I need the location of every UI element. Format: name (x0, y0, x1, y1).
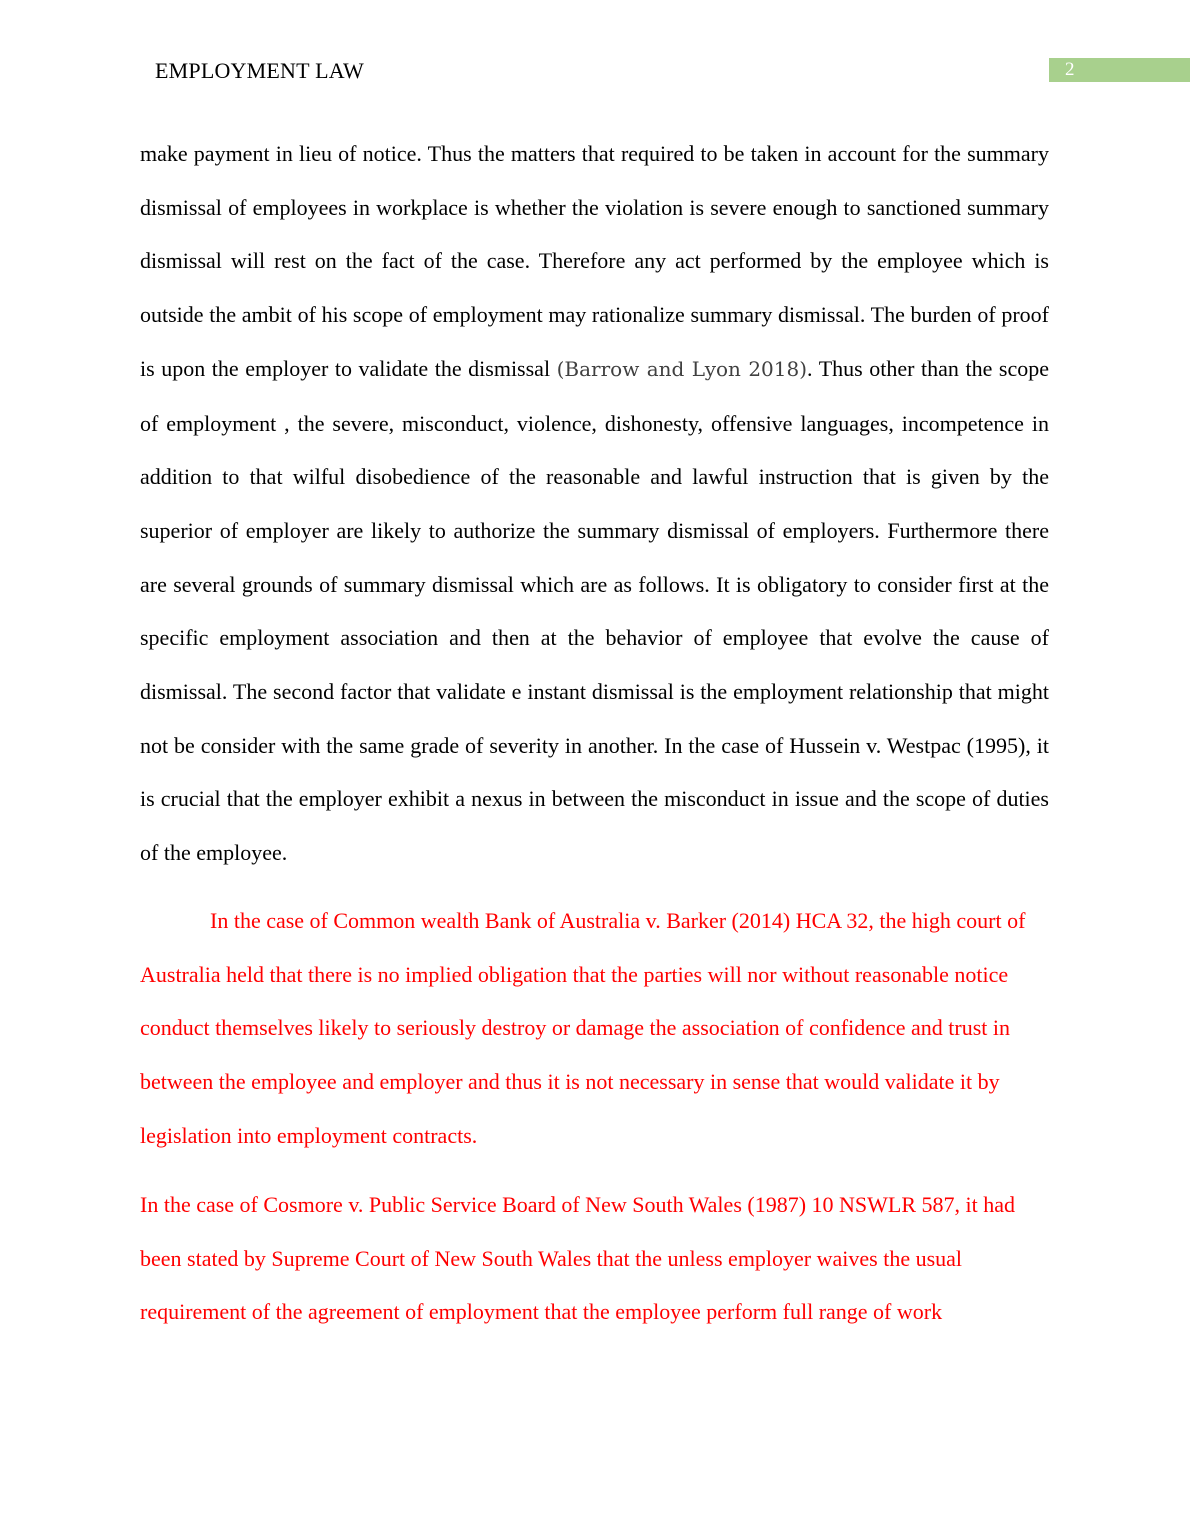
paragraph-summary-dismissal (140, 127, 1049, 880)
paragraph-barker-case: In the case of Common wealth Bank of Australia v. Barker (2014) HCA 32, the high court of Australia held that there is no implied obligation that the parties will nor without reasonable notice conduct themselves likely to seriously destroy or damage the association of confidence and trust in between the employee and employer and thus it is not necessary in sense that would validate it by legislation into employment contracts. (140, 908, 1026, 1148)
paragraph-cosmore-case: In the case of Cosmore v. Public Service Board of New South Wales (1987) 10 NSWLR 587, it had been stated by Supreme Court of New South Wales that the unless employer waives the usual requirement of the agreement of employment that the employee perform full range of work (140, 1192, 1016, 1325)
paragraph-text-continued: . Thus other than the scope of employment , the severe, misconduct, violence, dishonesty, offensive languages, incompetence in addition to that wilful disobedience of the reasonable and lawful instruction that is given by the superior of employer are likely to authorize the summary dismissal of employers. Furthermore there are several grounds of summary dismissal which are as follows. It is obligatory to consider first at the specific employment association and then at the behavior of employee that evolve the cause of dismissal. The second factor that validate e instant dismissal is the employment relationship that might not be consider with the same grade of severity in another. In the case of Hussein v. Westpac (1995), it is crucial that the employer exhibit a nexus in between the misconduct in issue and the scope of duties of the employee. (140, 355, 1049, 866)
running-header-title: EMPLOYMENT LAW (155, 58, 365, 83)
page-number-bar (1049, 58, 1190, 82)
citation-barrow-lyon: (Barrow and Lyon 2018) (556, 356, 808, 381)
page-number: 2 (1065, 59, 1075, 80)
paragraph-text: make payment in lieu of notice. Thus the matters that required to be taken in account for the summary dismissal of employees in workplace is whether the violation is severe enough to sanctioned summary dismissal will rest on the fact of the case. Therefore any act performed by the employee which is outside the ambit of his scope of employment may rationalize summary dismissal. The burden of proof is upon the employer to validate the dismissal (140, 141, 1049, 381)
